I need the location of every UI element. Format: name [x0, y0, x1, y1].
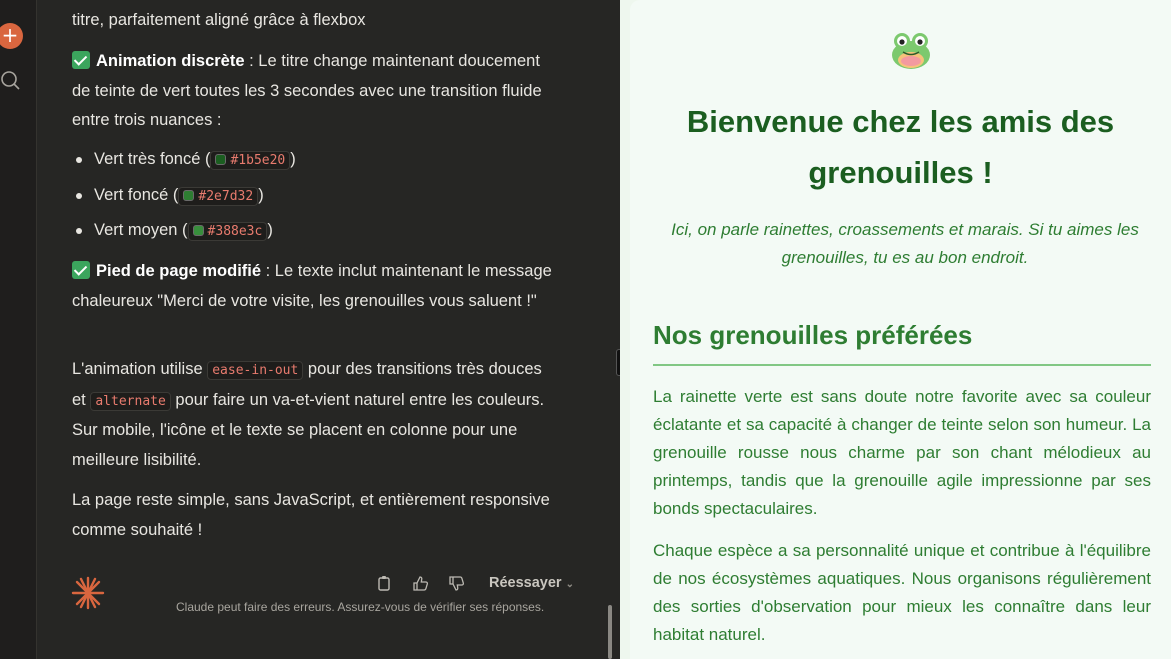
- new-chat-button[interactable]: [0, 23, 23, 49]
- divider: [653, 364, 1151, 366]
- code-inline: alternate: [90, 392, 170, 411]
- preview-panel: [620, 0, 1171, 659]
- frog-icon: [890, 30, 932, 70]
- shade-list: [72, 142, 552, 249]
- chat-scrollbar[interactable]: [608, 605, 612, 659]
- thumbs-up-button[interactable]: [409, 572, 431, 594]
- footer-text: : Le texte inclut maintenant le message chaleureux "Merci de votre visite, les grenouilles vous saluent !": [72, 262, 552, 310]
- animation-paragraph: [72, 47, 552, 136]
- check-icon: [72, 261, 90, 279]
- chevron-down-icon: ⌄: [565, 579, 574, 590]
- retry-button[interactable]: Réessayer ⌄: [489, 575, 574, 591]
- list-item: Vert foncé ( #2e7d32 ): [72, 178, 552, 214]
- page-intro: Ici, on parle rainettes, croassements et marais. Si tu aimes les grenouilles, tu es au bon endroit.: [671, 220, 1139, 267]
- preview-page: [630, 0, 1171, 659]
- code-inline: ease-in-out: [207, 361, 303, 380]
- chat-panel: [38, 0, 618, 659]
- section-paragraph: Chaque espèce a sa personnalité unique et contribue à l'équilibre de nos écosystèmes aquatiques. Nous organisons régulièrement des sorties d'observation pour mieux les connaître dans leur habitat naturel.: [653, 541, 1151, 644]
- claude-spark-icon: [70, 575, 106, 611]
- closing-paragraph: La page reste simple, sans JavaScript, et entièrement responsive comme souhaité !: [72, 491, 550, 539]
- section-paragraph: La rainette verte est sans doute notre favorite avec sa couleur éclatante et sa capacité à changer de teinte selon son humeur. La grenouille rousse nous charme par son chant mélodieux au printemps, tandis que la grenouille agile impressionne par ses bonds spectaculaires.: [653, 387, 1151, 518]
- check-icon: [72, 51, 90, 69]
- chat-icon[interactable]: [0, 70, 22, 92]
- color-swatch: [215, 154, 226, 165]
- code-inline: #1b5e20: [210, 151, 290, 170]
- thumbs-up-icon: [412, 575, 429, 592]
- thumbs-down-icon: [448, 575, 465, 592]
- message-fragment: titre, parfaitement aligné grâce à flexbox: [72, 11, 366, 29]
- left-rail: [0, 0, 37, 659]
- footer-paragraph: [72, 257, 552, 316]
- list-item: Vert très foncé ( #1b5e20 ): [72, 142, 552, 178]
- animation-text: : Le titre change maintenant doucement de teinte de vert toutes les 3 secondes avec une transition fluide entre trois nuances :: [72, 52, 542, 129]
- animation-details-paragraph: L'animation utilise ease-in-out pour des transitions très douces et alternate pour faire un va-et-vient naturel entre les couleurs. Sur mobile, l'icône et le texte se placent en colonne pour une meilleure lisibilité.: [72, 360, 545, 469]
- list-item: Vert moyen ( #388e3c ): [72, 213, 552, 249]
- copy-button[interactable]: [373, 572, 395, 594]
- code-inline: #2e7d32: [178, 187, 258, 206]
- copy-icon: [376, 575, 392, 591]
- thumbs-down-button[interactable]: [445, 572, 467, 594]
- color-swatch: [193, 225, 204, 236]
- animation-label: Animation discrète: [96, 52, 245, 70]
- message-actions: [373, 571, 574, 595]
- section-title: Nos grenouilles préférées: [653, 320, 973, 350]
- disclaimer: Claude peut faire des erreurs. Assurez-vous de vérifier ses réponses.: [176, 600, 545, 614]
- color-swatch: [183, 190, 194, 201]
- code-inline: #388e3c: [188, 222, 268, 241]
- page-title: Bienvenue chez les amis des grenouilles !: [686, 104, 1115, 190]
- plus-icon: +: [1, 23, 19, 47]
- footer-label: Pied de page modifié: [96, 262, 262, 280]
